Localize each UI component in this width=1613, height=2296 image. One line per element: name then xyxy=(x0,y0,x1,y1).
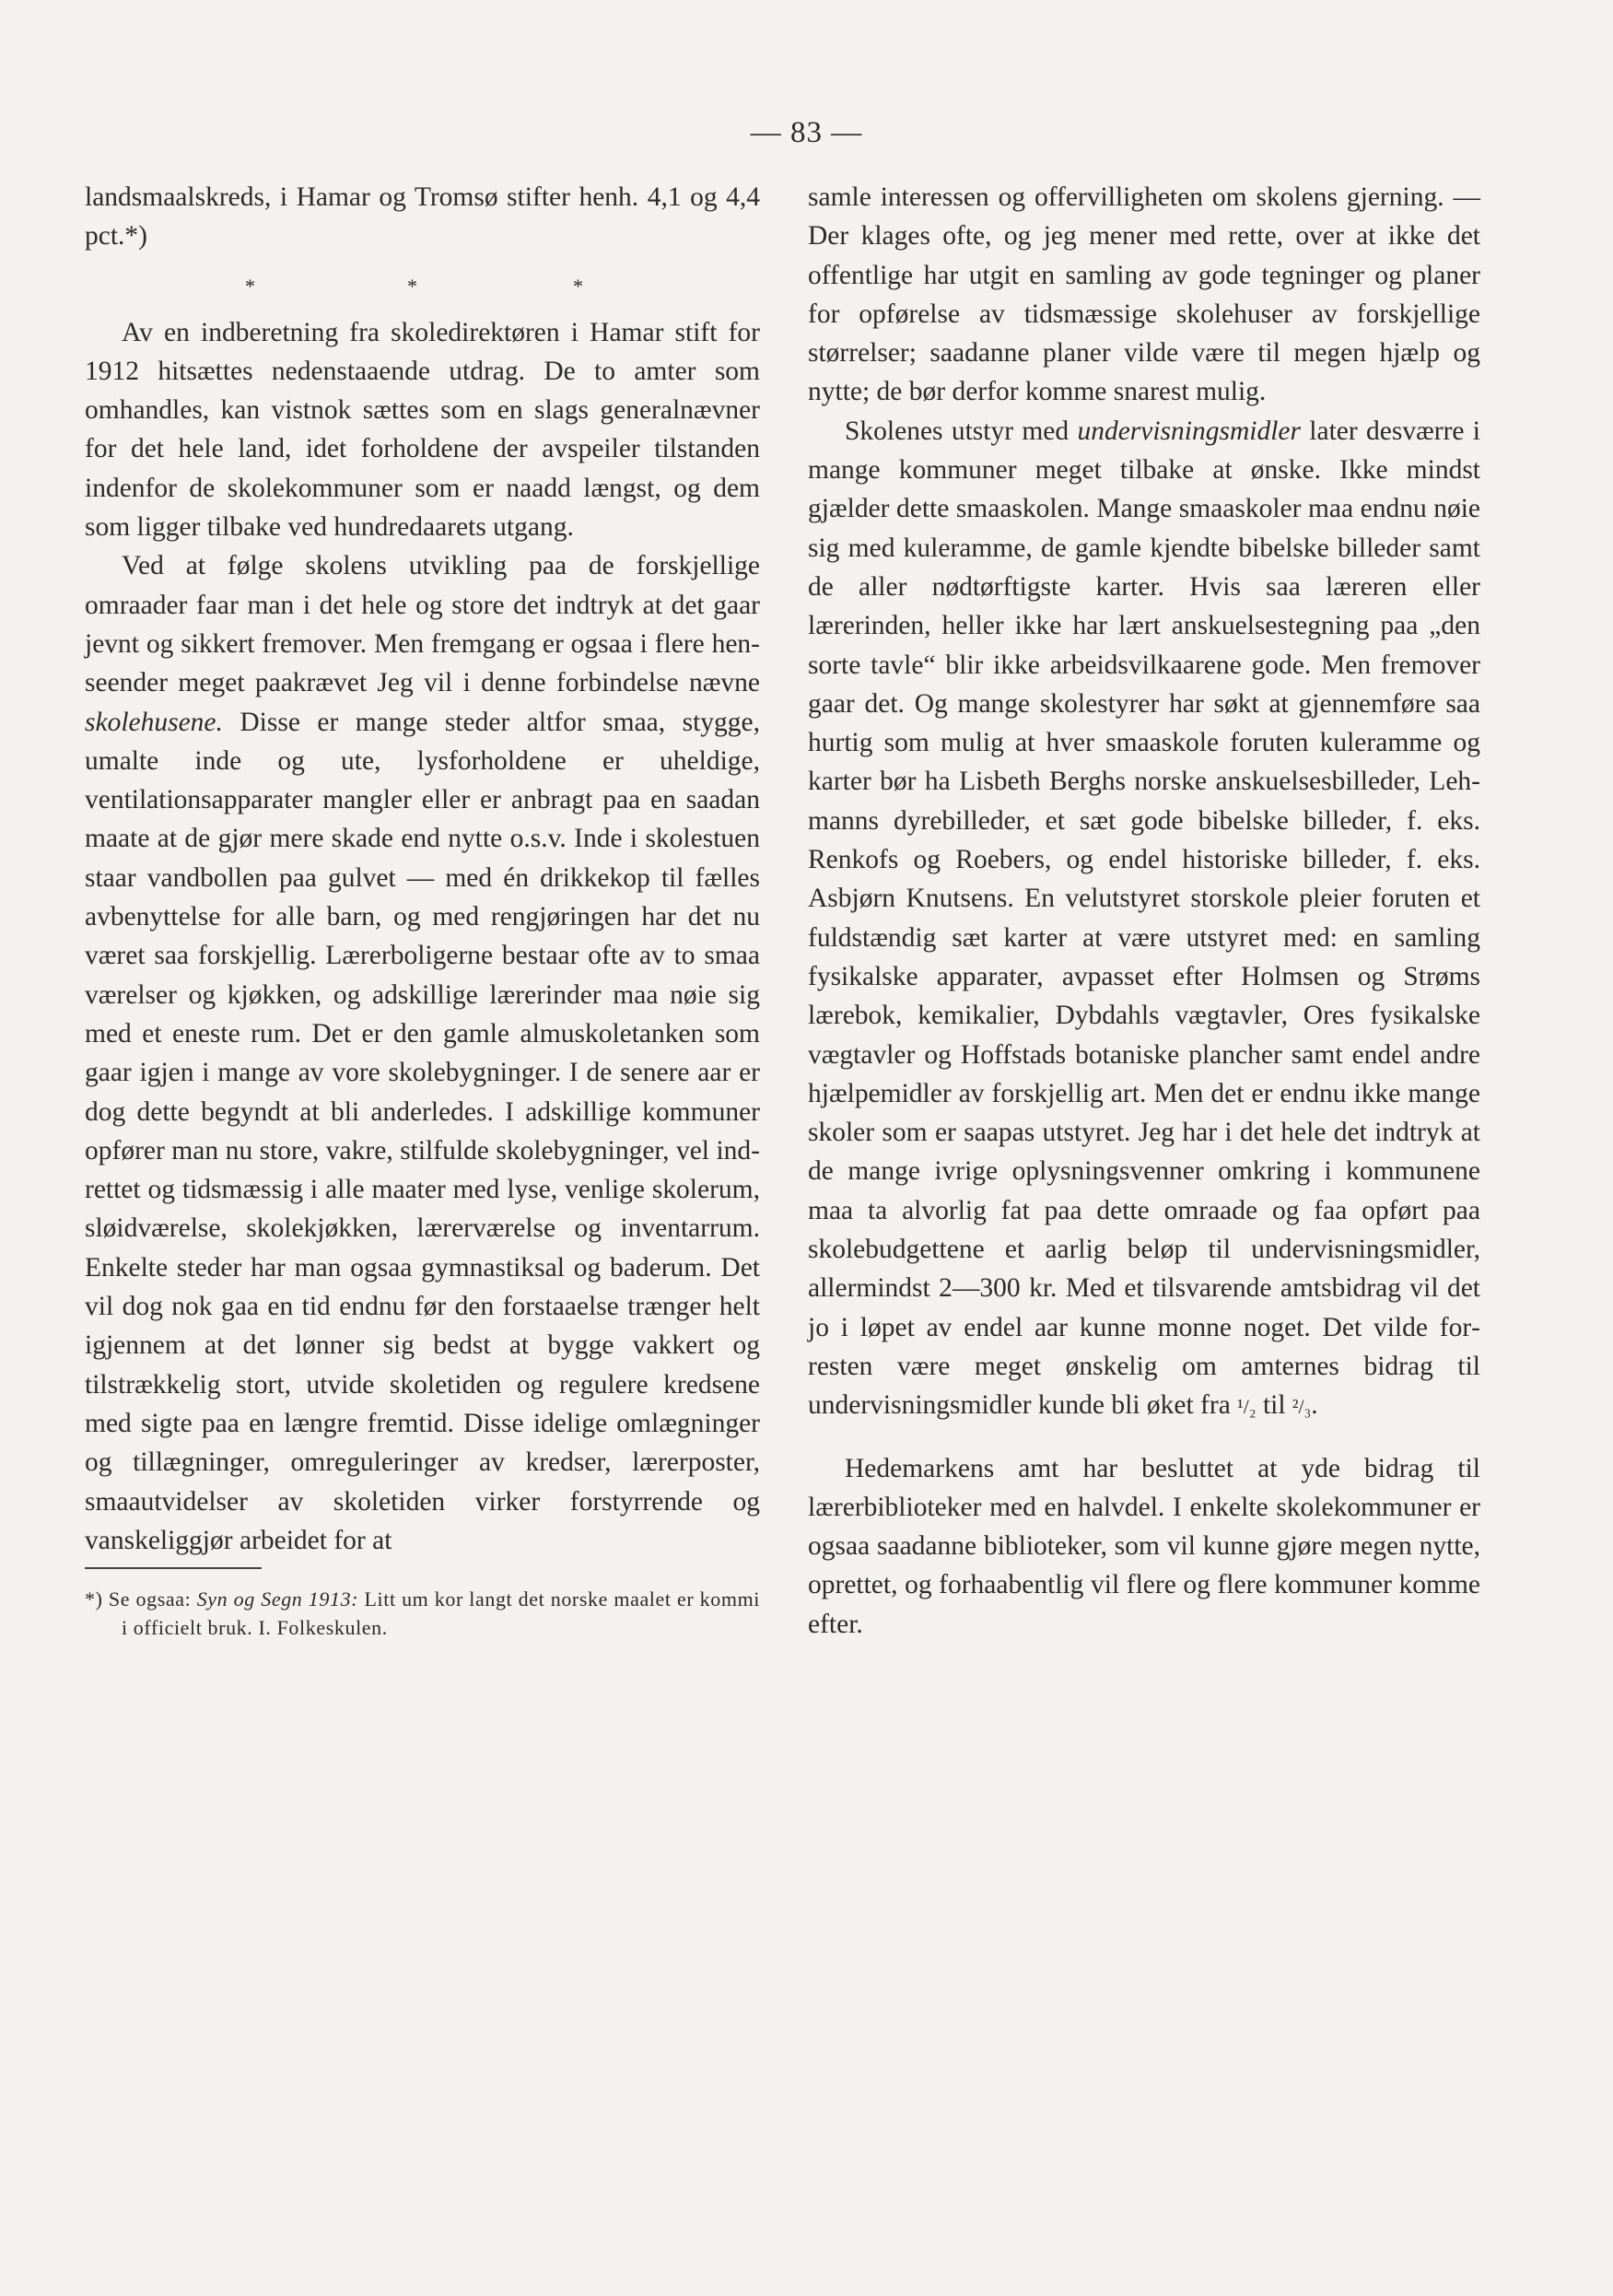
fraction: ¹/₂ xyxy=(1237,1395,1257,1419)
left-column xyxy=(85,178,760,1642)
paragraph: Av en indberetning fra skoledirektøren i Hamar stift for 1912 hitsættes nedenstaaende utdrag. De to amter som omhandles, kan vistnok sættes som en slags generalnævner for det hele land, idet forholdene der avspeiler tilstanden indenfor de skolekommuner som er naadd længst, og dem som ligger tilbake ved hundredaarets utgang. xyxy=(85,317,760,543)
footnote: *) Se ogsaa: Syn og Segn 1913: Litt um kor langt det norske maalet er kommi i officielt bruk. I. Folkeskulen. xyxy=(85,1587,760,1639)
asterisk: * xyxy=(573,274,583,298)
page-number: — 83 — xyxy=(750,116,863,149)
footnote-rule xyxy=(85,1567,262,1569)
asterisk: * xyxy=(407,274,417,298)
paragraph: Skolenes utstyr med undervisningsmidler later desværre i mange kommuner meget tilbake at ønske. Ikke mindst gjælder dette smaaskolen. Mange smaaskoler maa endnu nøie sig med kuleramme, de gamle kjendte bibelske billeder samt de aller nødtørftigste karter. Hvis saa læreren eller lærerinden, heller ikke har lært anskuelsestegning paa „den sorte tavle“ blir ikke arbeidsvilkaarene gode. Men fremover gaar det. Og mange skolestyrer har søkt at gjennemføre saa hurtig som mulig at hver smaaskole foruten kuleramme og karter bør ha Lisbeth Berghs norske anskuelsesbilleder, Lehmanns dyrebilleder, et sæt gode bibelske billeder, f. eks. Renkofs og Roebers, og endel historiske billeder, f. eks. Asbjørn Knutsens. En velutstyret storskole pleier foruten et fuldstændig sæt karter at være utstyret med: en samling fysikalske apparater, avpasset efter Holmsen og Strøms lærebok, kemikalier, Dybdahls vægtavler, Ores fysikalske vægtavler og Hoffstads botaniske plancher samt endel andre hjælpemidler av forskjellig art. Men det er endnu ikke mange skoler som er saapas utstyret. Jeg har i det hele det indtryk at de mange ivrige oplysningsvenner omkring i kommunene maa ta alvorlig fat paa dette omraade og faa opført paa skolebudgettene et aarlig beløp til undervisningsmidler, allermindst 2—300 kr. Med et tilsvarende amtsbidrag vil det jo i løpet av endel aar kunne monne noget. Det vilde forresten være meget ønskelig om amternes bidrag til undervisningsmidler kunde bli øket fra ¹/₂ til ²/₃. xyxy=(808,416,1480,1421)
asterisk: * xyxy=(245,274,255,298)
paragraph: landsmaalskreds, i Hamar og Tromsø stifter henh. 4,1 og 4,4 pct.*) xyxy=(85,182,760,252)
section-separator xyxy=(85,256,760,313)
paragraph: Ved at følge skolens utvikling paa de forskjellige omraader faar man i det hele og store det indtryk at det gaar jevnt og sikkert fremover. Men fremgang er ogsaa i flere henseender meget paakrævet Jeg vil i denne forbindelse nævne skolehusene. Disse er mange steder altfor smaa, stygge, umalte inde og ute, lysforholdene er uheldige, ventilationsapparater mangler eller er anbragt paa en saadan maate at de gjør mere skade end nytte o.s.v. Inde i skolestuen staar vandbollen paa gulvet — med én drikkekop til fælles avbenyttelse for alle barn, og med rengjøringen har det nu været saa forskjellig. Lærerboligerne bestaar ofte av to smaa værelser og kjøkken, og adskillige lærerinder maa nøie sig med et eneste rum. Det er den gamle almuskoletanken som gaar igjen i mange av vore skolebygninger. I de senere aar er dog dette begyndt at bli anderledes. I adskillige kommuner opfører man nu store, vakre, stilfulde skolebygninger, vel indrettet og tidsmæssig i alle maater med lyse, venlige skolerum, sløidværelse, skolekjøkken, lærerværelse og inventarrum. Enkelte steder har man ogsaa gymnastiksal og baderum. Det vil dog nok gaa en tid endnu før den forstaaelse trænger helt igjennem at det lønner sig bedst at bygge vakkert og tilstrækkelig stort, utvide skoletiden og regulere kredsene med sigte paa en længre fremtid. Disse idelige omlægninger og tillægninger, omreguleringer av kredser, lærerposter, smaautvidelser av skoletiden virker forstyrrende og vanskeliggjør arbeidet for at xyxy=(85,551,760,1555)
fraction: ²/₃ xyxy=(1292,1395,1312,1419)
paragraph: samle interessen og offervilligheten om skolens gjerning. — Der klages ofte, og jeg mener med rette, over at ikke det offentlige har utgit en samling av gode tegninger og planer for opførelse av tidsmæssige skolehuser av forskjellige størrelser; saadanne planer vilde være til megen hjælp og nytte; de bør derfor komme snarest mulig. xyxy=(808,182,1480,407)
paragraph: Hedemarkens amt har besluttet at yde bidrag til lærerbiblioteker med en halvdel. I enkelte skolekommuner er ogsaa saadanne biblioteker, som vil kunne gjøre megen nytte, oprettet, og forhaabentlig vil flere og flere kommuner komme efter. xyxy=(808,1453,1480,1639)
right-column xyxy=(808,178,1480,1644)
